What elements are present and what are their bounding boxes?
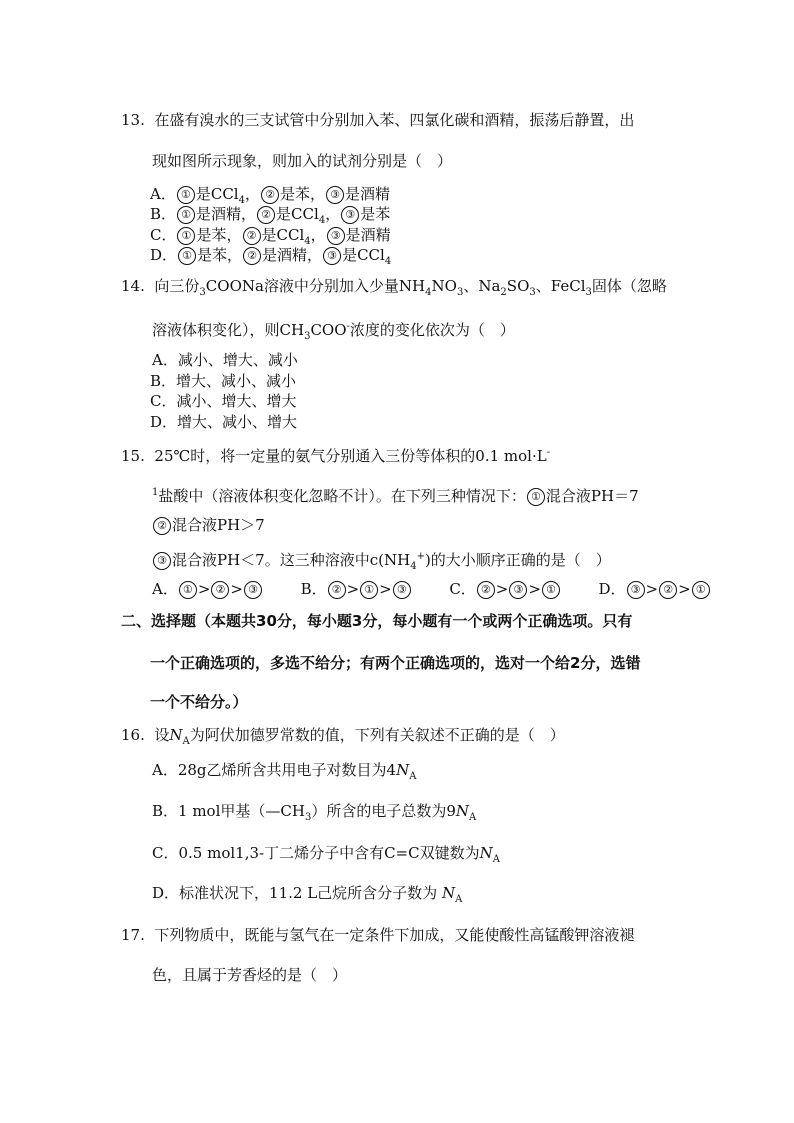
circled-1: ① — [178, 247, 196, 265]
avogadro-symbol: N — [455, 802, 469, 820]
subscript: 4 — [410, 561, 417, 572]
q15-options — [152, 579, 711, 599]
stem-text: 混合液PH＝7 — [545, 487, 639, 505]
stem-text: 溶液体积变化），则CH — [152, 321, 305, 339]
stem-text: 混合液PH＜7。这三种溶液中c(NH — [172, 551, 411, 569]
q17-number: 17. — [121, 926, 145, 944]
subscript: 4 — [238, 195, 245, 206]
circled-3: ③ — [323, 247, 341, 265]
option-text: ， — [325, 205, 341, 223]
circled-1: ① — [177, 206, 195, 224]
stem-text: 盐酸中（溶液体积变化忽略不计）。在下列三种情况下： — [158, 487, 526, 505]
stem-text: COONa溶液中分别加入少量NH — [205, 277, 426, 295]
q15-stem-line2 — [152, 483, 639, 506]
option-text: 是CCl — [261, 226, 305, 244]
stem-text: 、FeCl — [535, 277, 586, 295]
q15-option-d[interactable] — [599, 580, 711, 598]
superscript: - — [546, 447, 551, 458]
q13-option-d[interactable] — [150, 245, 391, 272]
option-text: B．1 mol甲基（—CH — [152, 802, 305, 820]
q15-option-a[interactable] — [152, 580, 263, 598]
avogadro-symbol: N — [479, 844, 493, 862]
subscript: 3 — [456, 287, 464, 298]
circled-2: ② — [257, 206, 275, 224]
option-text: 是CCl — [342, 246, 385, 264]
stem-text: NO — [431, 277, 457, 295]
circled-3: ③ — [393, 581, 411, 599]
q16-option-c[interactable] — [152, 843, 500, 870]
option-label: D． — [150, 246, 178, 264]
q15-number: 15. — [121, 447, 145, 465]
subscript: A — [455, 894, 463, 905]
option-text: C．0.5 mol1,3-丁二烯分子中含有C=C双键数为 — [152, 844, 480, 862]
subscript: 4 — [384, 256, 392, 267]
section2-heading-line2: 一个正确选项的，多选不给分；有两个正确选项的，选对一个给2分，选错 — [150, 654, 641, 672]
q13-stem-line2 — [152, 151, 452, 171]
q14-number: 14. — [121, 277, 145, 295]
circled-3: ③ — [153, 552, 171, 570]
avogadro-symbol: N — [441, 884, 456, 902]
option-text: 是CCl — [195, 185, 239, 203]
circled-3: ③ — [244, 581, 262, 599]
option-label: B． — [300, 580, 327, 598]
subscript: 4 — [304, 236, 311, 247]
circled-1: ① — [360, 581, 378, 599]
option-text: A．28g乙烯所含共用电子对数目为4 — [152, 761, 397, 779]
option-label: D． — [598, 580, 626, 598]
gt-sign: > — [346, 580, 360, 598]
q13-stem-text1: 在盛有溴水的三支试管中分别加入苯、四氯化碳和酒精，振荡后静置，出 — [154, 111, 635, 129]
q16-number: 16. — [121, 726, 145, 744]
stem-text: 向三份 — [154, 277, 200, 295]
option-label: A． — [152, 580, 178, 598]
option-text: 是酒精， — [262, 246, 323, 264]
subscript: A — [182, 736, 190, 747]
option-text: 是苯 — [360, 205, 391, 223]
stem-text: COO — [310, 321, 347, 339]
q14-stem-line2 — [152, 317, 515, 347]
q16-option-b[interactable] — [152, 801, 476, 828]
q17-stem-line1 — [121, 925, 634, 945]
option-text: 是苯， — [197, 246, 243, 264]
q15-stem-line4 — [152, 547, 611, 577]
circled-2: ② — [153, 517, 171, 535]
circled-2: ② — [328, 581, 346, 599]
subscript: 3 — [304, 812, 312, 823]
circled-1: ① — [179, 581, 197, 599]
gt-sign: > — [495, 580, 509, 598]
stem-text: 、Na — [463, 277, 501, 295]
option-text: 是CCl — [276, 205, 319, 223]
circled-3: ③ — [341, 206, 359, 224]
subscript: A — [469, 812, 477, 823]
q16-stem — [121, 725, 565, 752]
subscript: A — [492, 854, 500, 865]
stem-text: 混合液PH＞7 — [172, 516, 265, 534]
circled-1: ① — [692, 581, 710, 599]
q15-option-c[interactable] — [449, 580, 561, 598]
avogadro-symbol: N — [169, 726, 183, 744]
circled-2: ② — [243, 247, 261, 265]
q14-stem-line1 — [121, 276, 667, 303]
gt-sign: > — [197, 580, 211, 598]
option-text: 是酒精 — [345, 226, 391, 244]
q16-option-d[interactable] — [152, 883, 462, 910]
subscript: 4 — [318, 215, 326, 226]
q14-option-b[interactable]: B．增大、减小、减小 — [150, 372, 297, 390]
circled-2: ② — [211, 581, 229, 599]
option-text: ）所含的电子总数为9 — [311, 802, 456, 820]
superscript: + — [416, 551, 425, 562]
subscript: 3 — [585, 287, 592, 298]
circled-3: ③ — [327, 227, 345, 245]
circled-1: ① — [177, 186, 195, 204]
gt-sign: > — [645, 580, 659, 598]
superscript: - — [346, 321, 350, 332]
option-label: B． — [150, 205, 177, 223]
stem-text: 设 — [154, 726, 170, 744]
stem-text: 为阿伏加德罗常数的值，下列有关叙述不正确的是（ ） — [189, 726, 565, 744]
avogadro-symbol: N — [396, 761, 410, 779]
q13-number: 13. — [121, 111, 145, 129]
subscript: A — [409, 771, 417, 782]
stem-text: 固体（忽略 — [591, 277, 667, 295]
option-text: D．标准状况下，11.2 L己烷所含分子数为 — [152, 884, 442, 902]
circled-2: ② — [243, 227, 261, 245]
option-text: 是苯， — [196, 226, 242, 244]
q16-option-a[interactable] — [152, 760, 416, 787]
q14-option-c[interactable]: C．减小、增大、增大 — [150, 392, 297, 410]
circled-1: ① — [527, 488, 545, 506]
option-text: 是酒精， — [196, 205, 257, 223]
option-label: A． — [150, 185, 176, 203]
circled-1: ① — [542, 581, 560, 599]
option-label: C． — [449, 580, 476, 598]
gt-sign: > — [528, 580, 541, 598]
stem-text: SO — [506, 277, 530, 295]
q17-stem-line2: 色，且属于芳香烃的是（ ） — [152, 966, 348, 984]
subscript: 3 — [199, 287, 206, 298]
option-text: ， — [310, 226, 326, 244]
subscript: 3 — [529, 287, 536, 298]
circled-1: ① — [177, 227, 195, 245]
subscript: 4 — [425, 287, 432, 298]
stem-text: 浓度的变化依次为（ ） — [349, 321, 515, 339]
circled-2: ② — [261, 186, 279, 204]
option-label: C． — [150, 226, 177, 244]
q13-stem-text2: 现如图所示现象，则加入的试剂分别是（ ） — [152, 152, 453, 170]
option-text: ， — [244, 185, 260, 203]
option-text: 是苯， — [280, 185, 326, 203]
stem-text: 25℃时，将一定量的氨气分别通入三份等体积的0.1 mol·L — [154, 447, 547, 465]
circled-3: ③ — [627, 581, 645, 599]
q15-stem-line1 — [121, 443, 550, 466]
superscript: 1 — [152, 487, 159, 498]
section2-heading-line3: 一个不给分。） — [150, 693, 248, 711]
gt-sign: > — [379, 580, 392, 598]
q15-option-b[interactable] — [301, 580, 412, 598]
q13-stem-line1 — [121, 110, 634, 130]
option-text: 是酒精 — [345, 185, 391, 203]
circled-3: ③ — [326, 186, 344, 204]
stem-text: 下列物质中，既能与氢气在一定条件下加成，又能使酸性高锰酸钾溶液褪 — [154, 926, 635, 944]
q14-option-d[interactable]: D．增大、减小、增大 — [150, 413, 298, 431]
circled-2: ② — [477, 581, 495, 599]
stem-text: )的大小顺序正确的是（ ） — [424, 551, 611, 569]
subscript: 3 — [304, 331, 311, 342]
q15-stem-line3 — [152, 515, 265, 535]
gt-sign: > — [230, 580, 243, 598]
circled-2: ② — [659, 581, 677, 599]
circled-3: ③ — [509, 581, 527, 599]
q14-option-a[interactable]: A．减小、增大、减小 — [152, 351, 298, 369]
section2-heading-line1: 二、选择题（本题共30分，每小题3分，每小题有一个或两个正确选项。只有 — [121, 612, 633, 630]
gt-sign: > — [678, 580, 691, 598]
subscript: 2 — [500, 287, 507, 298]
